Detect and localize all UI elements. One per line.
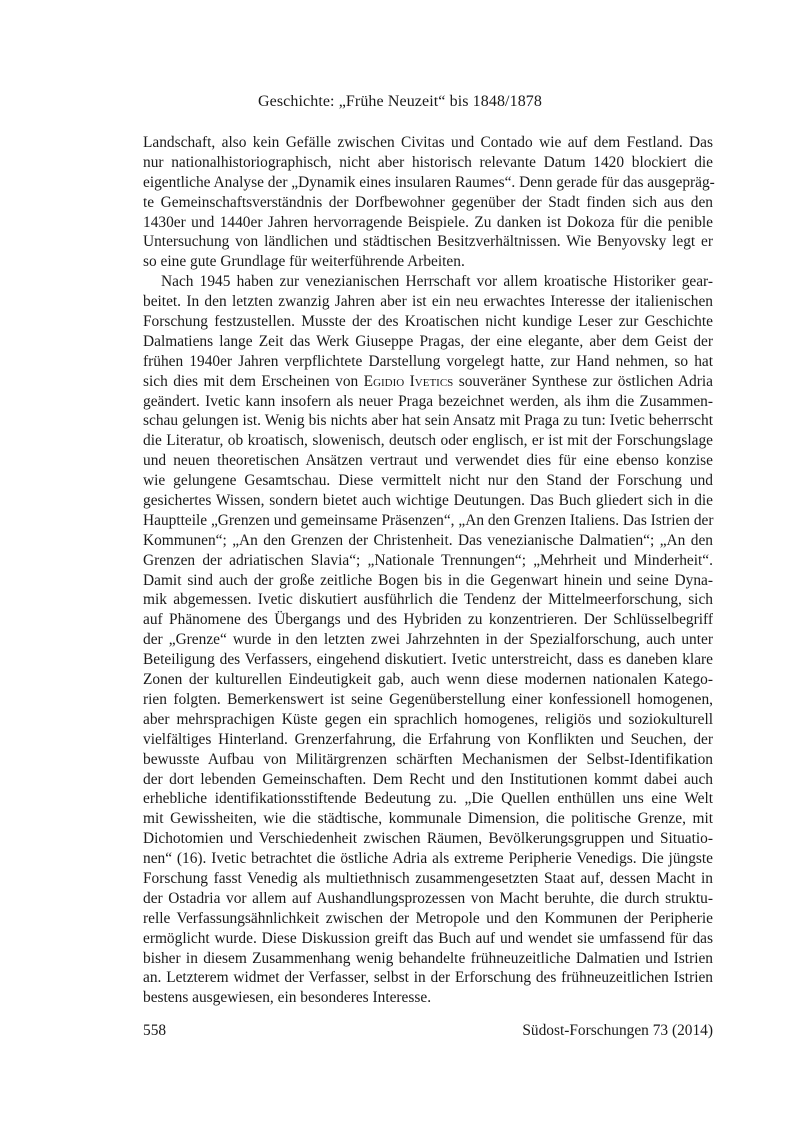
page-number: 558 [143, 1022, 167, 1039]
text-line: erhebliche identifikationsstiftende Bedeutung zu. „Die Quellen enthüllen uns eine Welt [143, 790, 713, 808]
text-line: eigentliche Analyse der „Dynamik eines insularen Raumes“. Denn gerade für das ausgepräg- [143, 173, 715, 191]
running-head: Geschichte: „Frühe Neuzeit“ bis 1848/1878 [257, 93, 543, 110]
text-line: vielfältiges Hinterland. Grenzerfahrung, die Erfahrung von Konflikten und Seuchen, der [143, 730, 713, 748]
text-line: Forschung fasst Venedig als multiethnisch zusammengesetzten Staat auf, dessen Macht in [143, 869, 713, 887]
text-line: bisher in diesem Zusammenhang wenig behandelte frühneuzeitliche Dalmatien und Istrien [143, 949, 713, 967]
text-segment: souveräner Synthese zur östlichen Adria [453, 372, 713, 390]
text-line: der dort lebenden Gemeinschaften. Dem Recht und den Institutionen kommt dabei auch [143, 770, 713, 788]
text-line: Damit sind auch der große zeitliche Bogen bis in die Gegenwart hinein und seine Dyna- [143, 571, 713, 589]
text-line: Zonen der kulturellen Eindeutigkeit gab, auch wenn diese modernen nationalen Katego- [143, 671, 713, 689]
text-line: schau gelungen ist. Wenig bis nichts aber hat sein Ansatz mit Praga zu tun: Ivetic beherrscht [143, 412, 713, 430]
text-line: Landschaft, also kein Gefälle zwischen Civitas und Contado wie auf dem Festland. Das [143, 134, 713, 151]
text-line: bestens ausgewiesen, ein besonderes Interesse. [143, 989, 432, 1007]
text-line: so eine gute Grundlage für weiterführende Arbeiten. [143, 253, 465, 271]
text-line: und neuen theoretischen Ansätzen vertraut und verwendet dies für eine ebenso konzise [143, 452, 713, 470]
text-line: mik abgemessen. Ivetic diskutiert ausführlich die Tendenz der Mittelmeerforschung, sich [143, 591, 713, 609]
text-line: Hauptteile „Grenzen und gemeinsame Präsenzen“, „An den Grenzen Italiens. Das Istrien der [143, 511, 714, 529]
page-footer [143, 1022, 713, 1040]
text-line: Beteiligung des Verfassers, eingehend diskutiert. Ivetic unterstreicht, dass es daneben klare [143, 651, 713, 669]
text-line: Dalmatiens lange Zeit das Werk Giuseppe Pragas, der eine elegante, aber dem Geist der [143, 332, 713, 350]
text-line: geändert. Ivetic kann insofern als neuer Praga bezeichnet werden, als ihm die Zusammen- [143, 392, 713, 410]
text-line: Grenzen der adriatischen Slavia“; „Nationale Trennungen“; „Mehrheit und Minderheit“. [143, 551, 713, 569]
text-line: ermöglicht wurde. Diese Diskussion greift das Buch auf und wendet sie umfassend für das [143, 929, 713, 947]
author-name: Egidio Ivetics [363, 372, 454, 390]
text-line: gesichertes Wissen, sondern bietet auch wichtige Deutungen. Das Buch gliedert sich in die [143, 492, 713, 510]
text-segment: sich dies mit dem Erscheinen von [143, 372, 364, 390]
text-line: mit Gewissheiten, wie die städtische, kommunale Dimension, die politische Grenze, mit [143, 810, 713, 828]
journal-citation: Südost-Forschungen 73 (2014) [522, 1022, 713, 1039]
text-line: nur nationalhistoriographisch, nicht aber historisch relevante Datum 1420 blockiert die [143, 153, 713, 171]
text-line: 1430er und 1440er Jahren hervorragende Beispiele. Zu danken ist Dokoza für die penible [143, 213, 713, 231]
text-line: der „Grenze“ wurde in den letzten zwei Jahrzehnten in der Spezialforschung, auch unter [143, 631, 713, 649]
text-line: wie gelungene Gesamtschau. Diese vermittelt nicht nur den Stand der Forschung und [143, 472, 713, 490]
text-line: Dichotomien und Verschiedenheit zwischen Räumen, Bevölkerungsgruppen und Situatio- [143, 830, 713, 848]
text-line: Kommunen“; „An den Grenzen der Christenheit. Das venezianische Dalmatien“; „An den [143, 531, 713, 549]
text-line: der Ostadria vor allem auf Aushandlungsprozessen von Macht beruhte, die durch struktu- [143, 889, 713, 907]
text-line: Forschung festzustellen. Musste der des Kroatischen nicht kundige Leser zur Geschichte [143, 313, 713, 331]
text-line: auf Phänomene des Übergangs und des Hybriden zu konzentrieren. Der Schlüsselbegriff [143, 611, 713, 629]
text-line: beitet. In den letzten zwanzig Jahren aber ist ein neu erwachtes Interesse der italienischen [143, 293, 713, 311]
text-line: aber mehrsprachigen Küste gegen ein sprachlich homogenes, religiös und soziokulturell [143, 710, 713, 728]
text-line: rien folgten. Bemerkenswert ist seine Gegenüberstellung einer konfessionell homogenen, [143, 690, 713, 708]
text-line: te Gemeinschaftsverständnis der Dorfbewohner gegenüber der Stadt finden sich aus den [143, 193, 713, 211]
text-line: relle Verfassungsähnlichkeit zwischen der Metropole und den Kommunen der Peripherie [143, 909, 713, 927]
text-line: Nach 1945 haben zur venezianischen Herrschaft vor allem kroatische Historiker gear- [161, 273, 713, 291]
text-line: frühen 1940er Jahren verpflichtete Darstellung vorgelegt hatte, zur Hand nehmen, so hat [143, 352, 713, 370]
text-line: an. Letzterem widmet der Verfasser, selbst in der Erforschung des frühneuzeitlichen Istrien [143, 969, 713, 987]
text-line: die Literatur, ob kroatisch, slowenisch, deutsch oder englisch, er ist mit der Forschungslage [143, 432, 713, 450]
text-line: bewusste Aufbau von Militärgrenzen schärften Mechanismen der Selbst-Identifikation [143, 750, 713, 768]
text-line [143, 372, 713, 392]
body-text [143, 133, 713, 1008]
text-line: Untersuchung von ländlichen und städtischen Besitzverhältnissen. Wie Benyovsky legt er [143, 233, 713, 251]
text-line: nen“ (16). Ivetic betrachtet die östliche Adria als extreme Peripherie Venedigs. Die jüngste [143, 850, 713, 868]
